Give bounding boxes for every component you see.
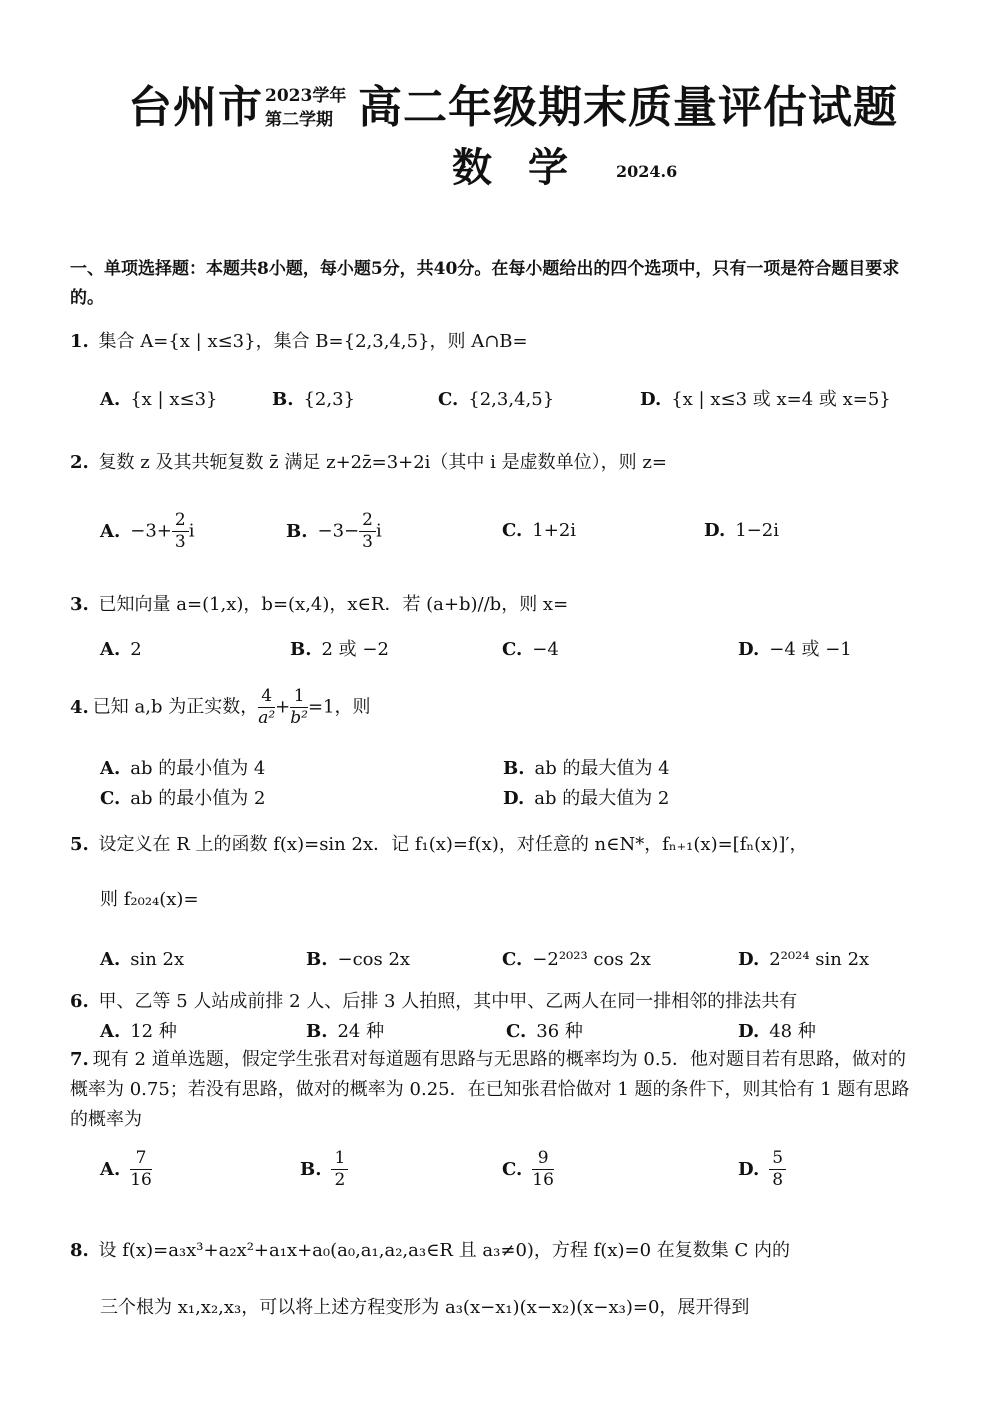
question-stem: 集合 A={x | x≤3}，集合 B={2,3,4,5}，则 A∩B= [98,331,528,352]
fraction: $\frac{5}{8}$ [769,1150,786,1189]
question-number: 8. [70,1240,89,1261]
section-heading: 一、单项选择题：本题共8小题，每小题5分，共40分。在每小题给出的四个选项中，只有一项是符合题目要求的。 [70,259,900,308]
q2-option-c[interactable]: C. 1+2i [502,520,577,541]
question-stem: 已知向量 a=(1,x)，b=(x,4)，x∈R．若 (a+b)//b，则 x= [98,594,569,615]
q3-option-b[interactable]: B. 2 或 −2 [290,639,389,660]
question-number: 7. [70,1049,89,1070]
exam-title [0,78,992,138]
q4-option-c[interactable]: C. ab 的最小值为 2 [100,788,266,809]
q5-option-c[interactable]: C. −2²⁰²³ cos 2x [502,949,651,970]
q5-option-b[interactable]: B. −cos 2x [306,949,411,970]
question-6 [70,987,797,1017]
q6-option-a[interactable]: A. 12 种 [100,1021,177,1042]
question-stem: 设 f(x)=a₃x³+a₂x²+a₁x+a₀(a₀,a₁,a₂,a₃∈R 且 a₃≠0)，方程 f(x)=0 在复数集 C 内的 [98,1240,790,1261]
question-3 [70,590,568,620]
q3-option-c[interactable]: C. −4 [502,639,559,660]
q7-option-d[interactable]: D. $\frac{5}{8}$ [738,1150,786,1189]
subject-title: 数学 [452,144,604,191]
subject-row [0,140,992,196]
q1-option-a[interactable]: A. {x | x≤3} [100,389,218,410]
question-number: 3. [70,594,89,615]
question-stem: 甲、乙等 5 人站成前排 2 人、后排 3 人拍照，其中甲、乙两人在同一排相邻的排法共有 [98,991,798,1012]
question-1 [70,327,528,357]
question-stem: 复数 z 及其共轭复数 z̄ 满足 z+2z̄=3+2i（其中 i 是虚数单位），则 z= [98,452,667,473]
q6-option-d[interactable]: D. 48 种 [738,1021,816,1042]
q4-option-d[interactable]: D. ab 的最大值为 2 [503,788,670,809]
fraction: $\frac{1}{\text{b²}}$ [290,686,308,728]
q6-option-c[interactable]: C. 36 种 [506,1021,583,1042]
q4-option-b[interactable]: B. ab 的最大值为 4 [503,758,670,779]
title-city: 台州市 [128,82,263,133]
q2-option-b[interactable]: B. −3− $\frac{2}{3}$ i [286,510,382,552]
question-number: 6. [70,991,89,1012]
title-term: 第二学期 [265,110,333,130]
fraction: $\frac{4}{\text{a²}}$ [258,686,276,728]
title-semester [265,84,346,132]
q2-option-d[interactable]: D. 1−2i [704,520,779,541]
question-5 [70,830,807,860]
fraction: $\frac{9}{16}$ [532,1148,554,1190]
q5-option-d[interactable]: D. 2²⁰²⁴ sin 2x [738,949,870,970]
question-7 [70,1045,910,1135]
title-year: 2023学年 [265,86,347,106]
question-stem: 设定义在 R 上的函数 f(x)=sin 2x．记 f₁(x)=f(x)，对任意的 n∈N*，fₙ₊₁(x)=[fₙ(x)]′， [98,834,808,855]
q7-option-a[interactable]: A. $\frac{7}{16}$ [100,1148,152,1190]
q7-option-c[interactable]: C. $\frac{9}{16}$ [502,1148,554,1190]
question-number: 2. [70,452,89,473]
q1-option-d[interactable]: D. {x | x≤3 或 x=4 或 x=5} [640,389,891,410]
exam-date: 2024.6 [616,162,678,181]
question-number: 1. [70,331,89,352]
q1-option-b[interactable]: B. {2,3} [272,389,356,410]
q7-option-b[interactable]: B. $\frac{1}{2}$ [300,1150,348,1189]
question-8 [70,1236,790,1266]
title-main: 高二年级期末质量评估试题 [358,82,898,133]
fraction: $\frac{1}{2}$ [331,1150,348,1189]
q5-option-a[interactable]: A. sin 2x [100,949,185,970]
q2-option-a[interactable]: A. −3+ $\frac{2}{3}$ i [100,510,195,552]
question-number: 5. [70,834,89,855]
fraction: $\frac{2}{3}$ [359,512,376,551]
question-2 [70,448,667,478]
q4-option-a[interactable]: A. ab 的最小值为 4 [100,758,266,779]
q3-option-d[interactable]: D. −4 或 −1 [738,639,852,660]
fraction: $\frac{7}{16}$ [130,1148,152,1190]
q1-option-c[interactable]: C. {2,3,4,5} [438,389,555,410]
fraction: $\frac{2}{3}$ [172,512,189,551]
q3-option-a[interactable]: A. 2 [100,639,142,660]
question-number: 4. [70,696,89,718]
question-5-cont: 则 f₂₀₂₄(x)= [100,889,199,910]
q6-option-b[interactable]: B. 24 种 [306,1021,385,1042]
question-4: 4. 已知 a,b 为正实数， $\frac{4}{\text{a²}}$ + $\frac{1}{\text{b²}}$ =1，则 [70,686,371,728]
question-stem: 现有 2 道单选题，假定学生张君对每道题有思路与无思路的概率均为 0.5．他对题目若有思路，做对的概率为 0.75；若没有思路，做对的概率为 0.25．在已知张君恰做对 1 题的条件下，则其恰有 1 题有思路的概率为 [70,1049,910,1130]
question-8-cont: 三个根为 x₁,x₂,x₃，可以将上述方程变形为 a₃(x−x₁)(x−x₂)(x−x₃)=0，展开得到 [100,1297,750,1318]
